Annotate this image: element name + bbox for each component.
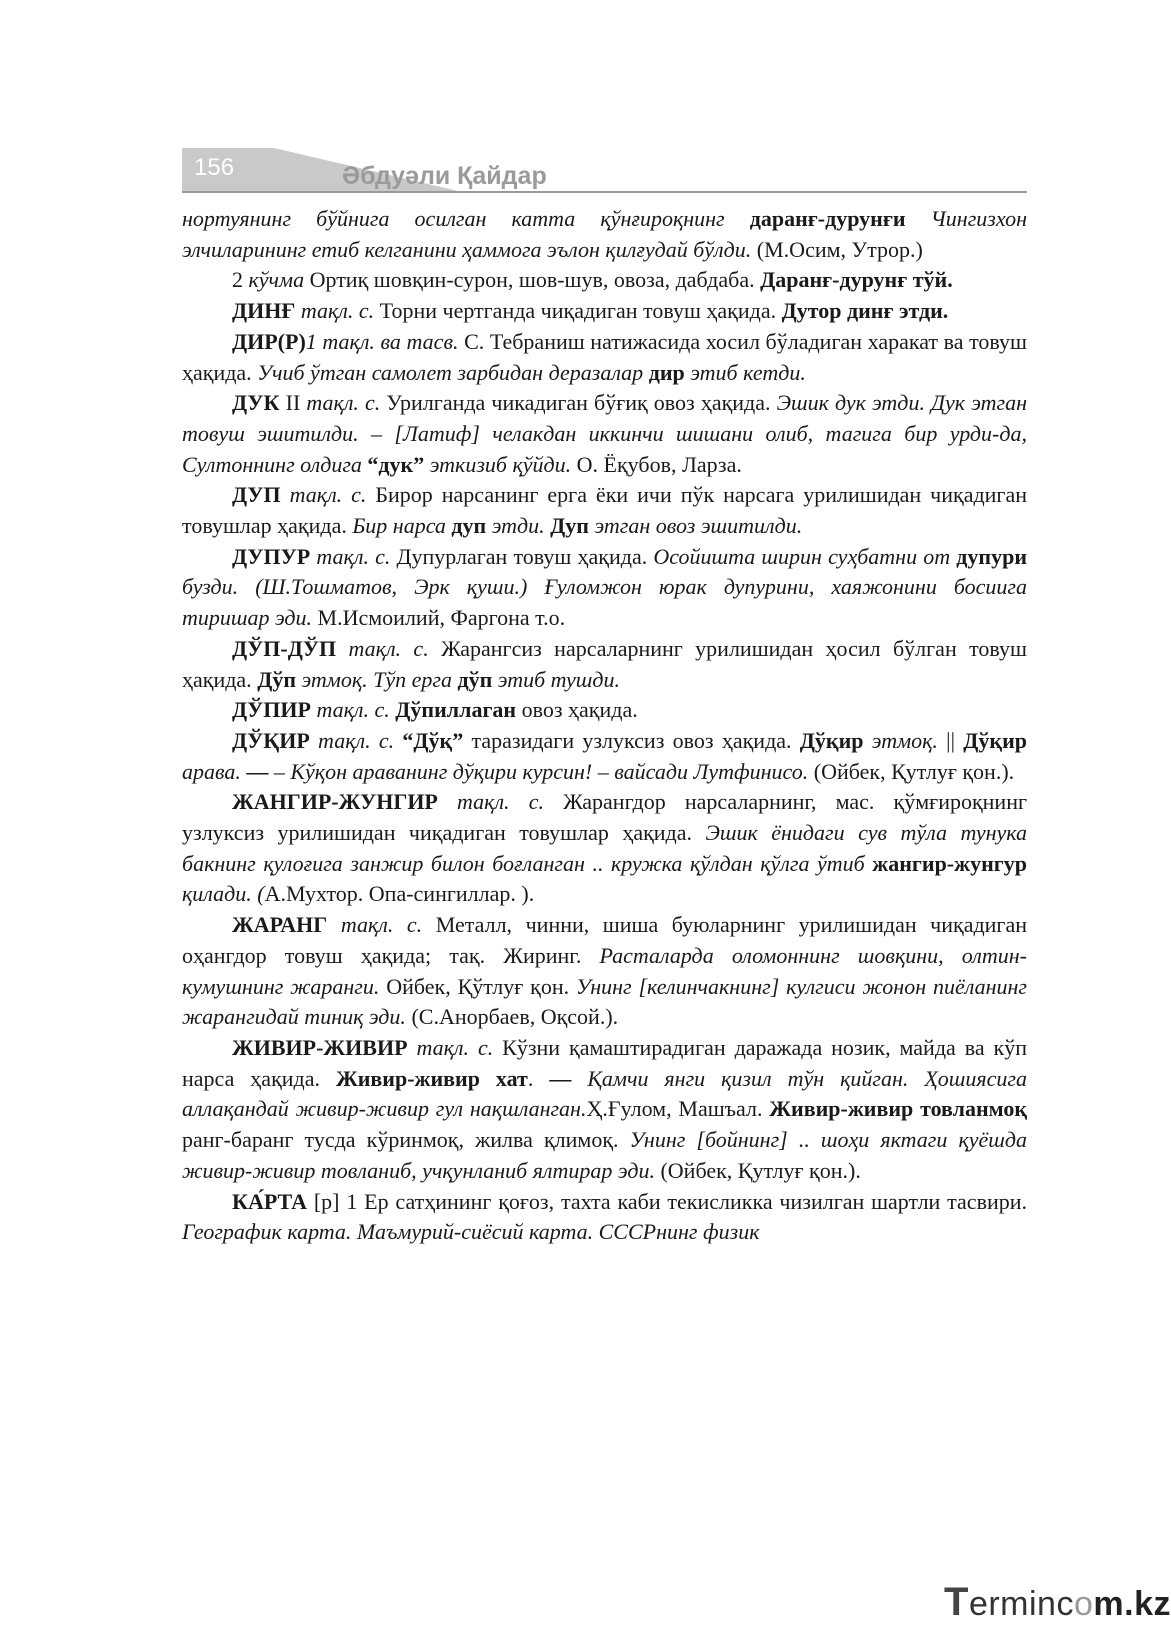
definition-text: (С.Анорбаев, Оқсой.).	[405, 1004, 619, 1030]
headword-text: —	[549, 1065, 572, 1091]
example-text: этмоқ.	[863, 727, 938, 753]
headword-text: ДУП	[232, 482, 281, 508]
example-text: тақл. с.	[336, 635, 429, 661]
headword-text: Живир-живир хат	[335, 1065, 528, 1091]
dictionary-entry	[182, 1033, 1027, 1187]
headword-text: ЖАРАНГ	[232, 912, 328, 938]
definition-text: (Ойбек, Қутлуғ қон.).	[808, 758, 1015, 784]
definition-text: ранг-баранг тусда кўринмоқ, жилва қлимоқ.	[182, 1127, 630, 1153]
headword-text: ДУПУР	[232, 543, 311, 569]
example-text: қилади. (	[182, 881, 265, 907]
dictionary-entry	[182, 726, 1027, 787]
dictionary-entry	[182, 1187, 1027, 1248]
example-text: тақл. с.	[310, 543, 391, 569]
headword-text: Живир-живир товланмоқ	[769, 1096, 1028, 1122]
example-text: этмоқ. Тўп ерга	[296, 666, 458, 692]
example-text: тақл. с.	[327, 912, 423, 938]
headword-text: “Дўқ”	[402, 727, 464, 753]
definition-text: Кўзни қамаштирадиган даражада нозик, майда ва кўп нарса ҳақида.	[182, 1034, 1028, 1091]
example-text: Бир нарса	[352, 513, 452, 539]
example-text: этди.	[486, 513, 551, 539]
example-text: Унинг [келинчакнинг] кулгиси жонон пиёланинг жарангидай тиниқ эди.	[182, 973, 1027, 1030]
headword-text: —	[246, 758, 269, 784]
dictionary-entry	[182, 695, 1027, 726]
headword-text: ДЎПИР	[232, 697, 311, 723]
definition-text: О. Ёқубов, Ларза.	[571, 451, 742, 477]
header-rule	[182, 191, 1027, 193]
page-number: 156	[194, 154, 235, 181]
dictionary-entry	[182, 327, 1027, 388]
definition-text: .	[527, 1065, 550, 1091]
definition-text: ||	[937, 727, 964, 753]
example-text: тақл. с.	[437, 789, 544, 815]
watermark-text-2: m.kz	[1093, 1585, 1171, 1623]
definition-text: Ойбек, Қўтлуғ қон.	[379, 973, 576, 999]
definition-text: таразидаги узлуксиз овоз ҳақида.	[463, 727, 800, 753]
headword-text: Дўқир	[963, 727, 1027, 753]
example-text: тақл. с.	[310, 697, 390, 723]
headword-text: Дўп	[257, 666, 296, 692]
example-text: Учиб ўтган самолет зарбидан деразалар	[257, 359, 649, 385]
example-text: эткизиб қўйди.	[424, 451, 572, 477]
example-text: этиб кетди.	[684, 359, 806, 385]
definition-text: А.Мухтор. Опа-сингиллар. ).	[264, 881, 535, 907]
watermark-letter-c: c	[1056, 1585, 1074, 1623]
definition-text: 2	[232, 267, 249, 293]
watermark-letter-t: T	[944, 1580, 969, 1624]
site-watermark	[944, 1580, 1171, 1625]
dictionary-entry	[182, 388, 1027, 480]
definition-text: М.Исмоилий, Фаргона т.о.	[312, 605, 566, 631]
example-text: Чингизхон элчиларининг етиб келганини ҳаммога эълон қилғудай бўлди.	[182, 206, 1027, 262]
example-text: Расталарда оломоннинг шовқини, олтин-кумушнинг жаранги.	[182, 942, 1027, 999]
headword-text: ДЎҚИР	[232, 727, 310, 753]
headword-text: Дуп	[550, 513, 589, 539]
example-text: Унинг [бойнинг] .. шоҳи яктаги қуёшда живир-живир товланиб, учқунланиб ялтирар эди.	[182, 1127, 1028, 1183]
dictionary-entry	[182, 265, 1027, 296]
example-text: бузди. (Ш.Тошматов, Эрк қуши.) Ғуломжон юрак дупурини, хаяжонини босиига тиришар эди.	[182, 574, 1027, 631]
example-text: тақл. с.	[309, 727, 395, 753]
example-text: тақл. с.	[407, 1034, 494, 1060]
definition-text: Бирор нарсанинг ерга ёки ичи пўк нарсага урилишидан чиқадиган товушлар ҳақида.	[182, 482, 1027, 539]
watermark-letter-o: o	[1073, 1585, 1094, 1623]
definition-text: С. Тебраниш натижасида хосил бўладиган харакат ва товуш ҳақида.	[182, 328, 1027, 385]
headword-text: дуп	[451, 513, 487, 539]
headword-text: Дўқир	[799, 727, 864, 753]
dictionary-entry	[182, 204, 1027, 265]
definition-text: (Ойбек, Қутлуғ қон.).	[654, 1157, 861, 1183]
dictionary-entry	[182, 634, 1027, 695]
example-text: 1 тақл. ва тасв.	[305, 328, 459, 354]
definition-text: Металл, чинни, шиша буюларнинг урилишидан чиқадиган оҳангдор товуш ҳақида; тақ. Жиринг.	[182, 912, 1027, 968]
example-text: этган овоз эшитилди.	[588, 513, 803, 539]
dictionary-entry	[182, 787, 1027, 910]
dictionary-entry	[182, 910, 1027, 1033]
page-header	[182, 148, 1027, 194]
definition-text: Дупурлаган товуш ҳақида.	[390, 543, 654, 569]
definition-text: овоз ҳақида.	[516, 697, 638, 723]
definition-text: Жарангдор нарсаларнинг, мас. қўмғироқнинг узлуксиз урилишидан чиқадиган товушлар ҳақида.	[182, 789, 1027, 846]
dictionary-text	[182, 204, 1027, 1248]
dictionary-entry	[182, 480, 1027, 541]
headword-text: ДИР(Р)	[232, 328, 306, 354]
headword-text: жангир-жунгур	[872, 850, 1027, 876]
watermark-text-1: ermin	[968, 1585, 1057, 1623]
headword-text: ДЎП-ДЎП	[232, 635, 337, 661]
example-text: этиб тушди.	[492, 666, 620, 692]
example-text: тақл. с.	[306, 390, 381, 416]
headword-text: дупури	[956, 543, 1027, 569]
headword-text: Дўпиллаган	[395, 697, 517, 723]
definition-text: Урилганда чикадиган бўғиқ овоз ҳақида.	[380, 390, 777, 416]
example-text: Географик карта. Маъмурий-сиёсий карта. СССРнинг физик	[182, 1219, 760, 1245]
headword-text: Даранғ-дурунғ тўй.	[760, 267, 953, 293]
example-text: Осойишта ширин суҳбатни от	[653, 543, 957, 569]
headword-text: ДИНҒ	[232, 298, 296, 324]
definition-text: Ҳ.Ғулом, Машъал.	[586, 1096, 770, 1122]
headword-text: КА́РТА	[232, 1188, 308, 1214]
example-text: Эшик ёнидаги сув тўла тунука бакнинг қулоғига занжир билон боғланган .. кружка қўлдан қўлга ўтиб	[182, 820, 1028, 876]
definition-text: Жарангсиз нарсаларнинг урилишидан ҳосил бўлган товуш ҳақида.	[182, 635, 1027, 692]
definition-text: Торни чертганда чиқадиган товуш ҳақида.	[374, 298, 782, 324]
headword-text: даранғ-дурунғи	[749, 206, 906, 231]
headword-text: ДУК	[232, 390, 280, 416]
headword-text: Дутор динғ этди.	[781, 298, 949, 324]
dictionary-entry	[182, 296, 1027, 327]
example-text: арава.	[182, 758, 247, 784]
headword-text: дир	[648, 359, 685, 385]
headword-text: дўп	[457, 666, 493, 692]
dictionary-entry	[182, 542, 1027, 634]
example-text: тақл. с.	[295, 298, 375, 324]
example-text: тақл. с.	[280, 482, 367, 508]
example-text: нортуянинг бўйнига осилган катта қўнғироқнинг	[182, 206, 750, 231]
running-title: Әбдуәли Қайдар	[342, 162, 547, 190]
headword-text: “дук”	[367, 451, 425, 477]
example-text: Эшик дук этди. Дук этган товуш эшитилди. – [Латиф] челакдан иккинчи шишани олиб, тагига бир урди-да, Султоннинг олдига	[182, 390, 1027, 477]
headword-text: ЖИВИР-ЖИВИР	[232, 1034, 408, 1060]
headword-text: ЖАНГИР-ЖУНГИР	[232, 789, 438, 815]
example-text: Қамчи янги қизил тўн қийган. Ҳошиясига аллақандай живир-живир гул нақшланган.	[182, 1065, 1027, 1122]
definition-text: [р] 1 Ер сатҳининг қоғоз, тахта каби текисликка чизилган шартли тасвири.	[307, 1188, 1027, 1214]
example-text: – Кўқон араванинг дўқири курсин! – вайсади Лутфинисо.	[268, 758, 809, 784]
definition-text: II	[279, 390, 307, 416]
example-text: кўчма	[248, 267, 305, 293]
definition-text: Ортиқ шовқин-сурон, шов-шув, овоза, дабдаба.	[304, 267, 761, 293]
definition-text: (М.Осим, Утрор.)	[751, 236, 923, 262]
